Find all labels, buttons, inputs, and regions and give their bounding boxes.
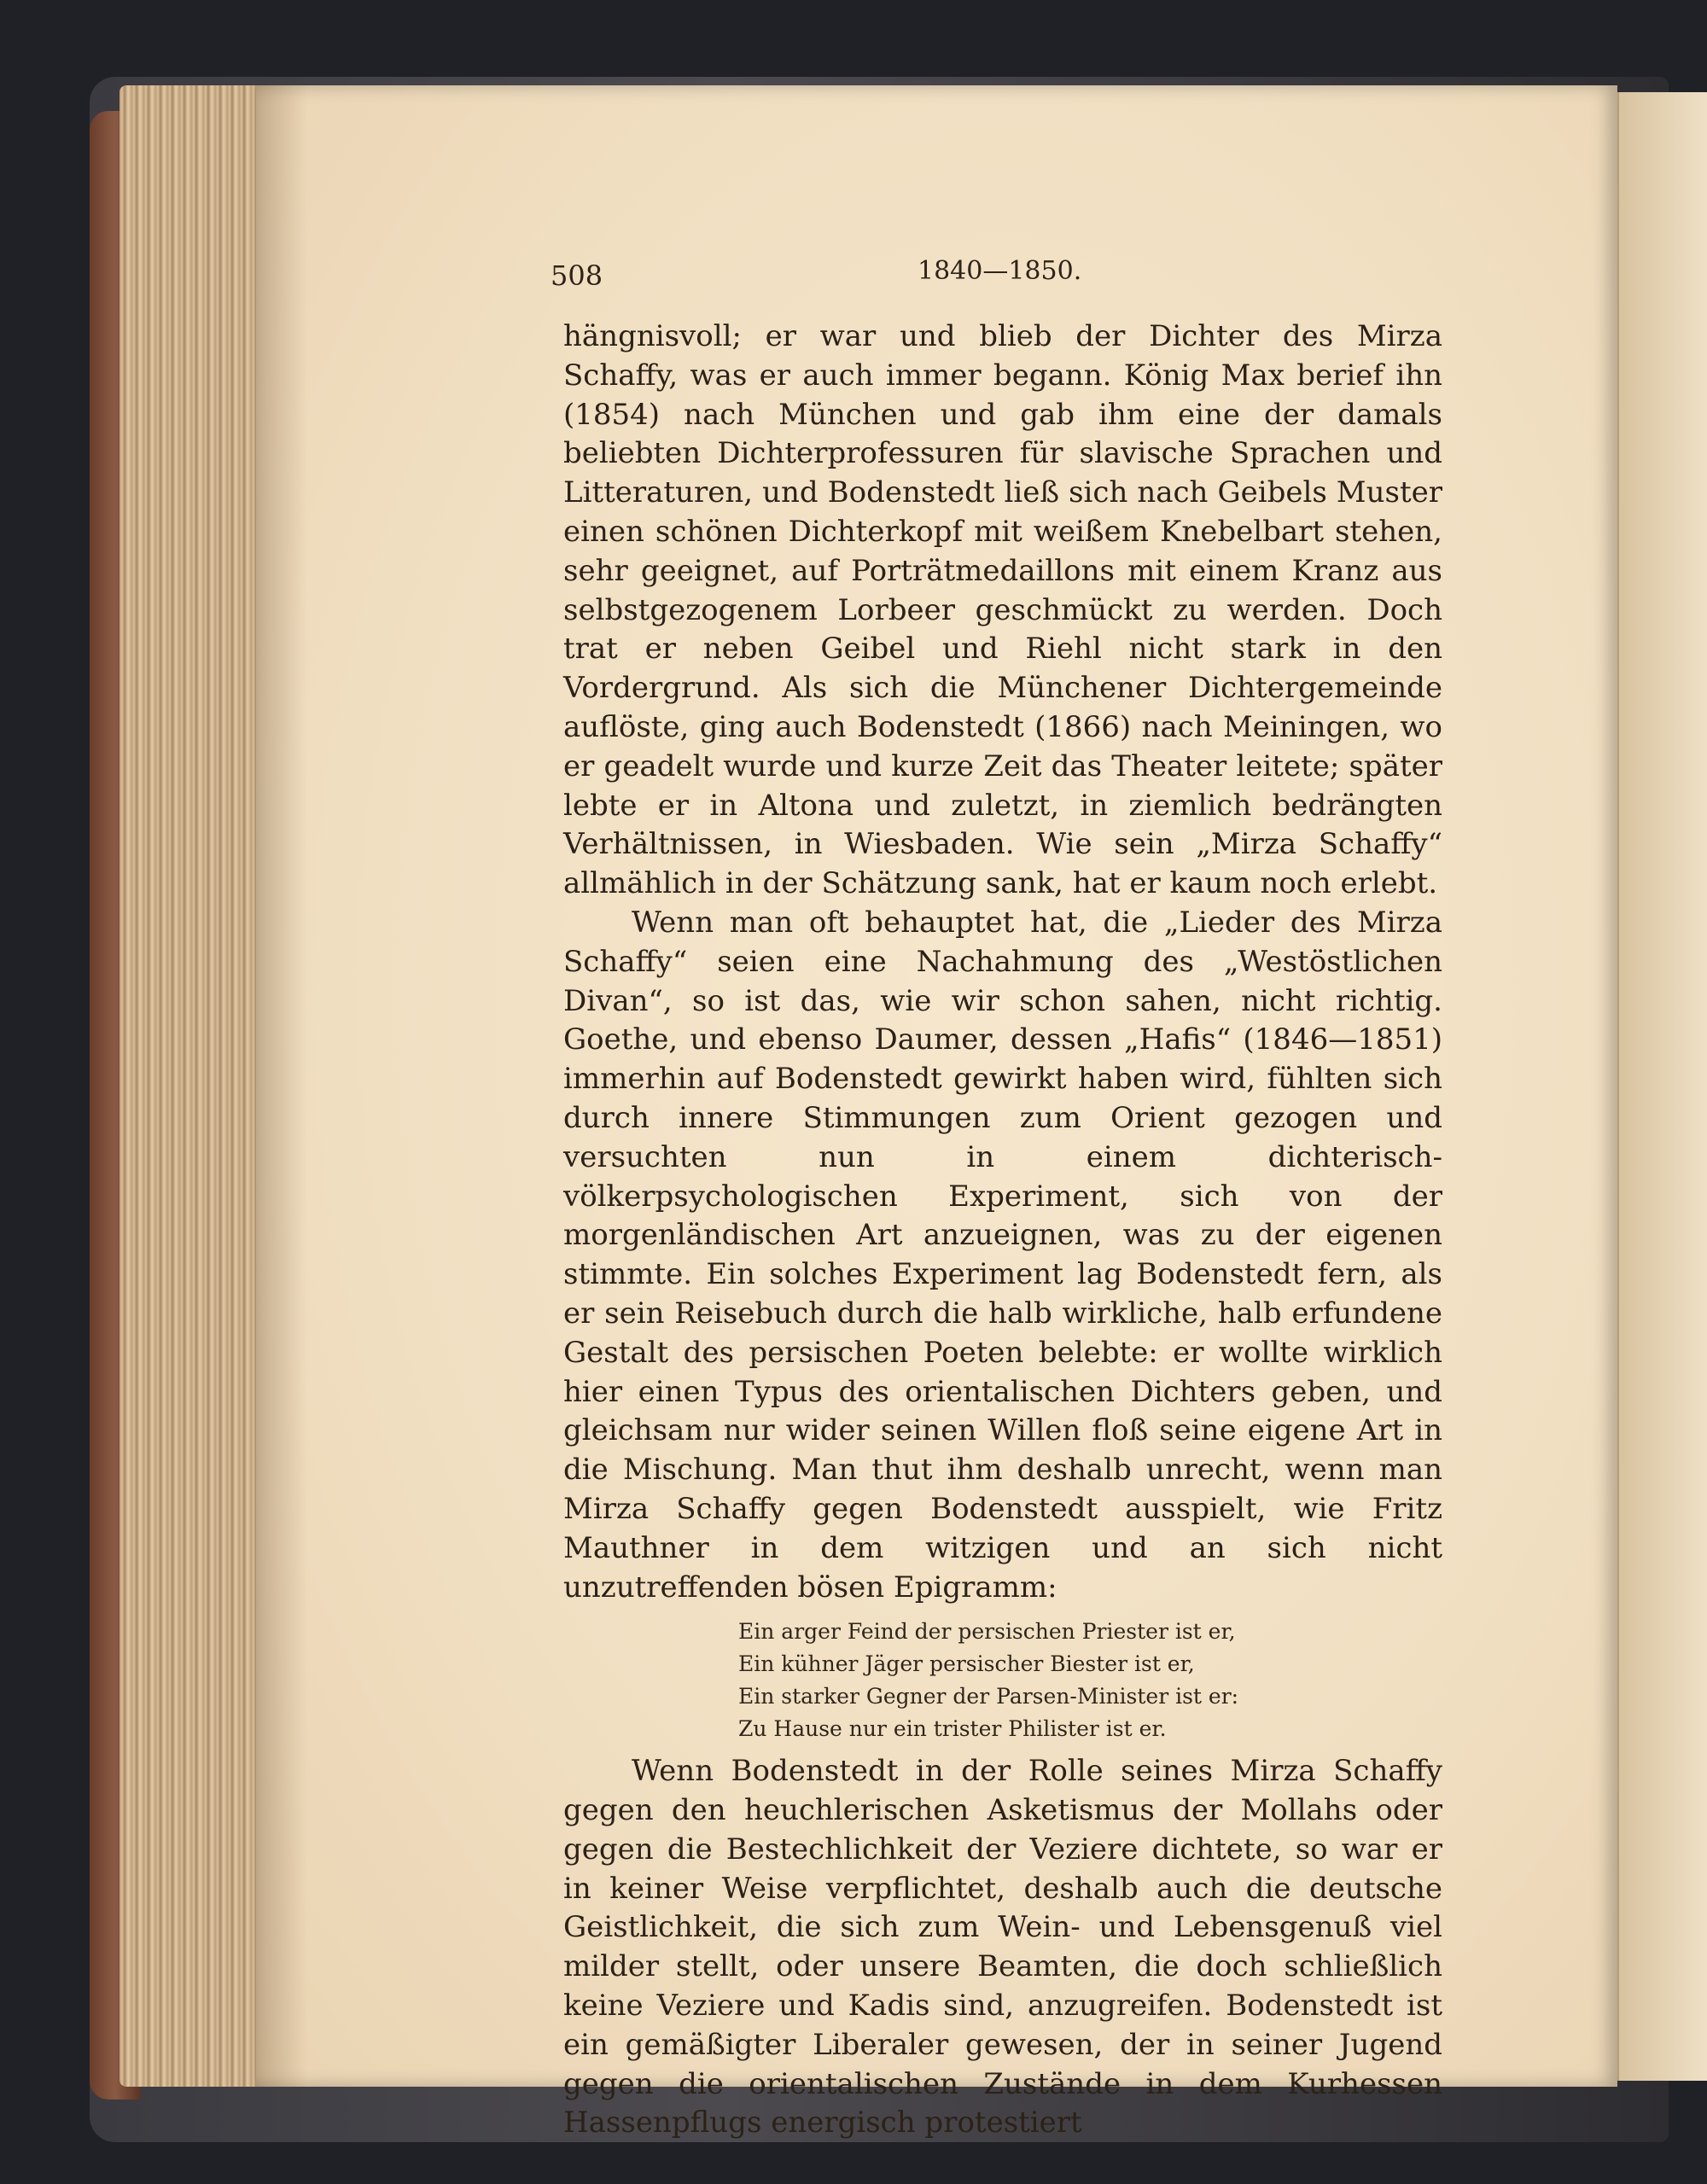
running-head: 1840—1850. bbox=[918, 256, 1082, 286]
text-body bbox=[563, 317, 1442, 2143]
verse-line: Ein arger Feind der persischen Priester ist er, bbox=[738, 1619, 1236, 1645]
verse-line: Zu Hause nur ein trister Philister ist er. bbox=[738, 1716, 1167, 1742]
verse-line: Ein starker Gegner der Parsen-Minister ist er: bbox=[738, 1684, 1239, 1709]
page-stack bbox=[119, 85, 265, 2087]
verse-line: Ein kühner Jäger persischer Biester ist er, bbox=[738, 1651, 1195, 1677]
paragraph: hängnisvoll; er war und blieb der Dichter des Mirza Schaffy, was er auch immer begann. König Max berief ihn (1854) nach München und gab ihm eine der damals beliebten Dichterprofessuren für slavische Sprachen und Litteraturen, und Bodenstedt ließ sich nach Geibels Muster einen schönen Dichterkopf mit weißem Knebelbart stehen, sehr geeignet, auf Porträtmedaillons mit einem Kranz aus selbstgezogenem Lorbeer geschmückt zu werden. Doch trat er neben Geibel und Riehl nicht stark in den Vordergrund. Als sich die Münchener Dichtergemeinde auflöste, ging auch Bodenstedt (1866) nach Meiningen, wo er geadelt wurde und kurze Zeit das Theater leitete; später lebte er in Altona und zuletzt, in ziemlich bedrängten Verhältnissen, in Wiesbaden. Wie sein „Mirza Schaffy“ allmählich in der Schätzung sank, hat er kaum noch erlebt. bbox=[563, 319, 1442, 901]
page-number: 508 bbox=[551, 259, 603, 292]
page-header bbox=[551, 256, 1442, 299]
facing-page-edge bbox=[1617, 92, 1707, 2081]
paragraph: Wenn man oft behauptet hat, die „Lieder des Mirza Schaffy“ seien eine Nachahmung des „Westöstlichen Divan“, so ist das, wie wir schon sahen, nicht richtig. Goethe, und ebenso Daumer, dessen „Hafis“ (1846—1851) immerhin auf Bodenstedt gewirkt haben wird, fühlten sich durch innere Stimmungen zum Orient gezogen und versuchten nun in einem dichterisch-völkerpsychologischen Experiment, sich von der morgenländischen Art anzueignen, was zu der eigenen stimmte. Ein solches Experiment lag Bodenstedt fern, als er sein Reisebuch durch die halb wirkliche, halb erfundene Gestalt des persischen Poeten belebte: er wollte wirklich hier einen Typus des orientalischen Dichters geben, und gleichsam nur wider seinen Willen floß seine eigene Art in die Mischung. Man thut ihm deshalb unrecht, wenn man Mirza Schaffy gegen Bodenstedt ausspielt, wie Fritz Mauthner in dem witzigen und an sich nicht unzutreffenden bösen Epigramm: bbox=[563, 905, 1442, 1605]
epigram-verse bbox=[738, 1616, 1442, 1745]
gutter-shadow bbox=[256, 85, 307, 2087]
paragraph: Wenn Bodenstedt in der Rolle seines Mirza Schaffy gegen den heuchlerischen Asketismus der Mollahs oder gegen die Bestechlichkeit der Veziere dichtete, so war er in keiner Weise verpflichtet, deshalb auch die deutsche Geistlichkeit, die sich zum Wein- und Lebensgenuß viel milder stellt, oder unsere Beamten, die doch schließlich keine Veziere und Kadis sind, anzugreifen. Bodenstedt ist ein gemäßigter Liberaler gewesen, der in seiner Jugend gegen die orientalischen Zustände in dem Kurhessen Hassenpflugs energisch protestiert bbox=[563, 1754, 1442, 2140]
